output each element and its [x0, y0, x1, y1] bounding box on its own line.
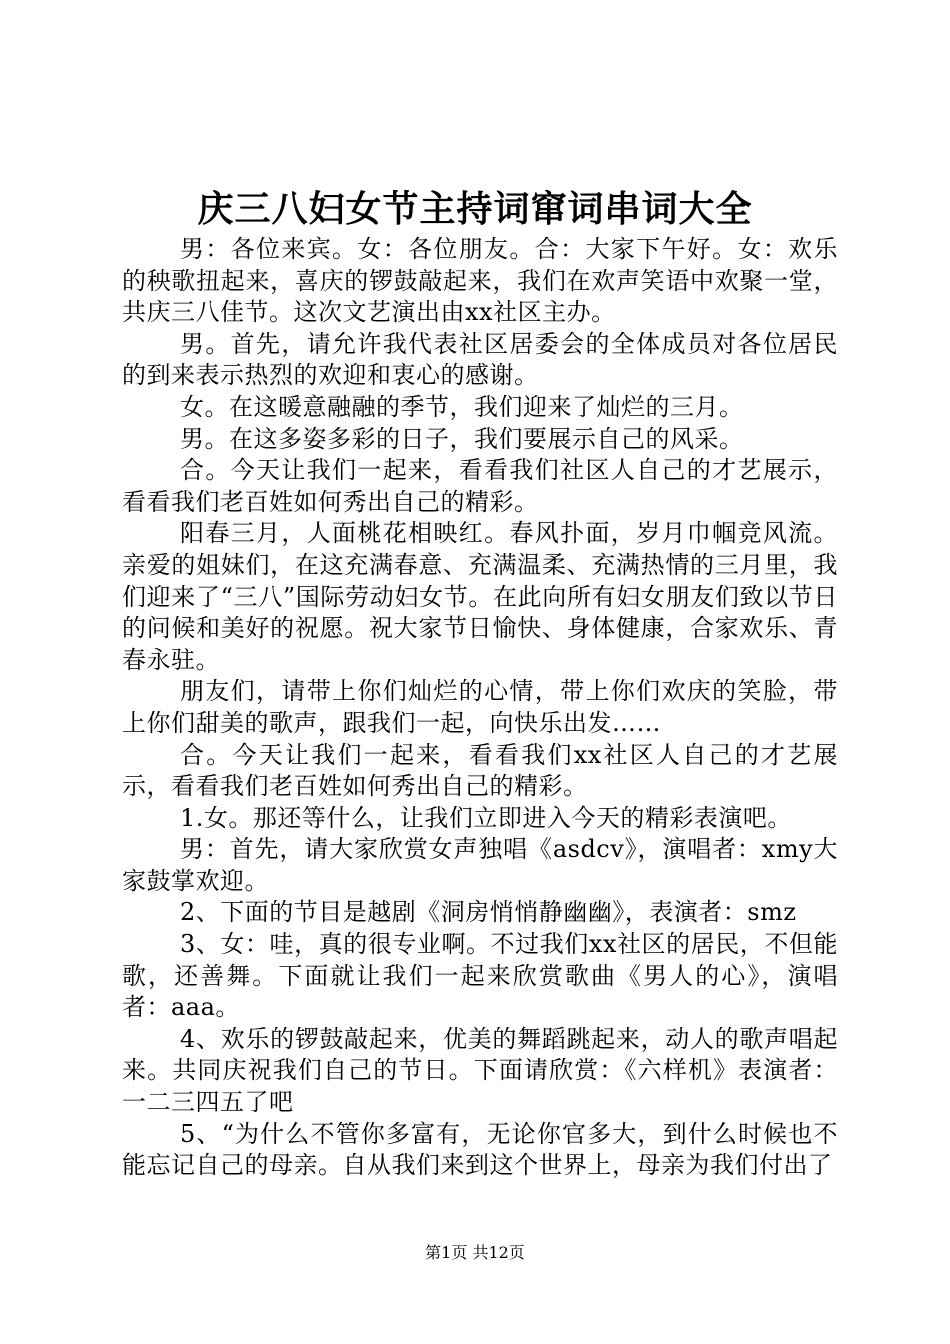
- paragraph: 2、下面的节目是越剧《洞房悄悄静幽幽》，表演者：smz: [180, 898, 797, 927]
- paragraph: 3、女：哇，真的很专业啊。不过我们xx社区的居民，不但能歌，还善舞。下面就让我们一起来欣赏歌曲《男人的心》，演唱者：aaa。: [122, 930, 838, 1022]
- paragraph: 男。首先，请允许我代表社区居委会的全体成员对各位居民的到来表示热烈的欢迎和衷心的感谢。: [122, 329, 838, 390]
- page-number-footer: 第1页 共12页: [425, 1243, 525, 1262]
- paragraph: 1.女。那还等什么，让我们立即进入今天的精彩表演吧。: [180, 803, 792, 832]
- document-body: [122, 234, 838, 1182]
- paragraph: 4、欢乐的锣鼓敲起来，优美的舞蹈跳起来，动人的歌声唱起来。共同庆祝我们自己的节日。下面请欣赏：《六样机》表演者：一二三四五了吧: [122, 1024, 838, 1117]
- paragraph: 朋友们，请带上你们灿烂的心情，带上你们欢庆的笑脸，带上你们甜美的歌声，跟我们一起，向快乐出发……: [122, 677, 838, 737]
- paragraph: 女。在这暖意融融的季节，我们迎来了灿烂的三月。: [180, 392, 744, 421]
- paragraph: 合。今天让我们一起来，看看我们社区人自己的才艺展示，看看我们老百姓如何秀出自己的精彩。: [122, 456, 838, 516]
- paragraph: 男。在这多姿多彩的日子，我们要展示自己的风采。: [180, 424, 744, 453]
- paragraph: 男：各位来宾。女：各位朋友。合：大家下午好。女：欢乐的秧歌扭起来，喜庆的锣鼓敲起来，我们在欢声笑语中欢聚一堂，共庆三八佳节。这次文艺演出由xx社区主办。: [122, 235, 838, 327]
- paragraph: 男：首先，请大家欣赏女声独唱《asdcv》，演唱者：xmy大家鼓掌欢迎。: [122, 835, 838, 895]
- paragraph: 合。今天让我们一起来，看看我们xx社区人自己的才艺展示，看看我们老百姓如何秀出自己的精彩。: [122, 740, 838, 801]
- document-title: 庆三八妇女节主持词窜词串词大全: [197, 188, 753, 230]
- paragraph: 5、“为什么不管你多富有，无论你官多大，到什么时候也不能忘记自己的母亲。自从我们来到这个世界上，母亲为我们付出了: [122, 1119, 838, 1180]
- paragraph: 阳春三月，人面桃花相映红。春风扑面，岁月巾帼竞风流。亲爱的姐妹们，在这充满春意、充满温柔、充满热情的三月里，我们迎来了“三八”国际劳动妇女节。在此向所有妇女朋友们致以节日的问候和美好的祝愿。祝大家节日愉快、身体健康，合家欢乐、青春永驻。: [122, 519, 838, 674]
